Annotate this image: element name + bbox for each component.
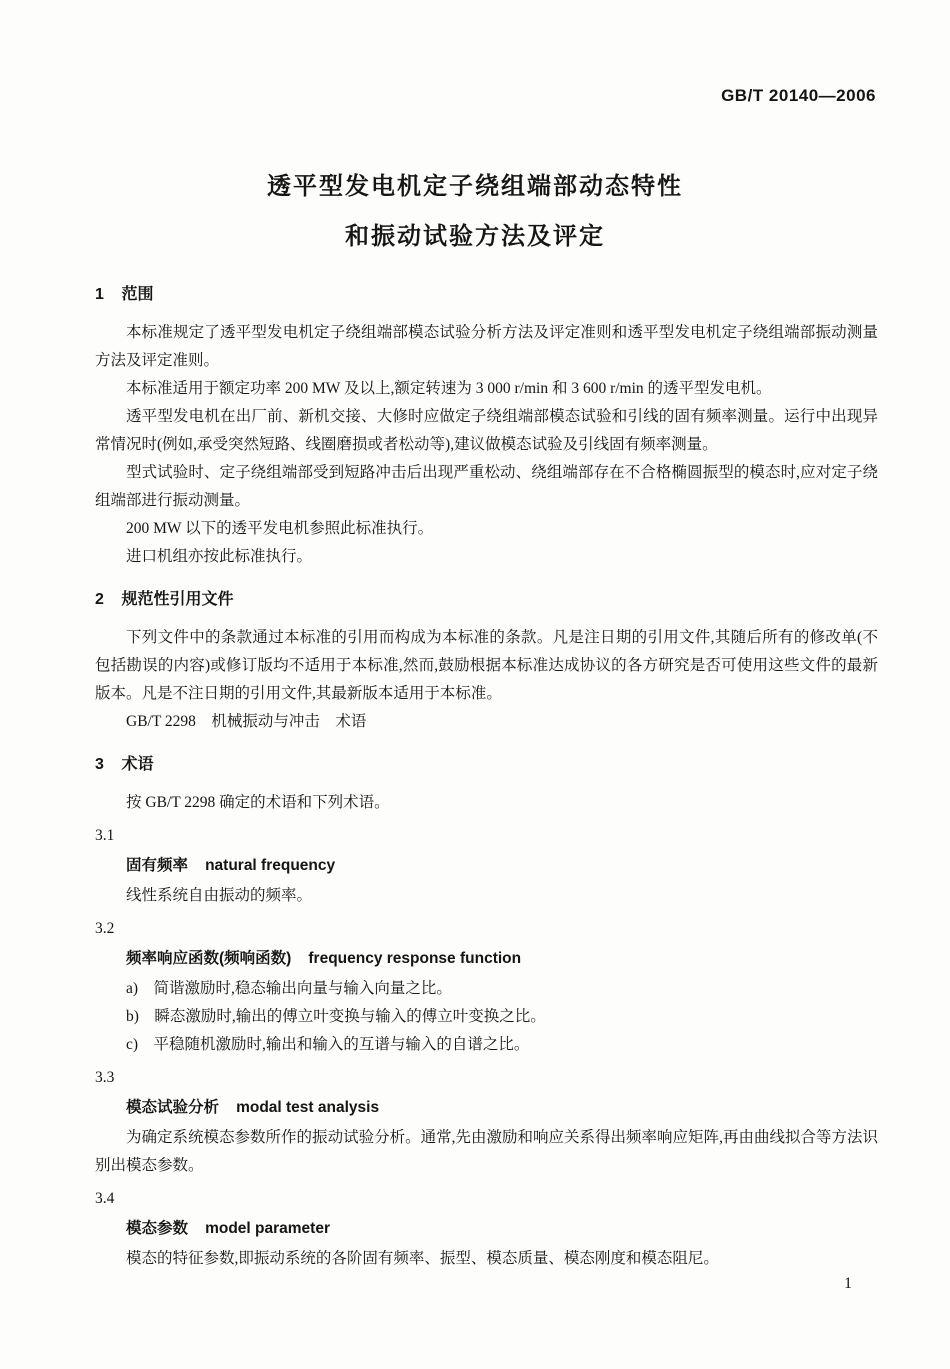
subsection-3-2-term	[95, 945, 878, 973]
section-1-paragraph: 本标准规定了透平型发电机定子绕组端部模态试验分析方法及评定准则和透平型发电机定子绕组端部振动测量方法及评定准则。	[95, 324, 878, 369]
section-1-number: 1	[95, 286, 104, 303]
section-1-heading	[95, 284, 878, 306]
subsection-3-2-number: 3.2	[95, 920, 115, 937]
section-1-title: 范围	[121, 286, 154, 303]
list-item-b: b) 瞬态激励时,输出的傅立叶变换与输入的傅立叶变换之比。	[126, 1008, 546, 1025]
term-zh: 模态试验分析	[126, 1099, 220, 1116]
page-number: 1	[844, 1275, 852, 1292]
term-en: frequency response function	[308, 950, 522, 967]
subsection-3-4-body: 模态的特征参数,即振动系统的各阶固有频率、振型、模态质量、模态刚度和模态阻尼。	[126, 1250, 719, 1267]
term-zh: 频率响应函数(频响函数)	[126, 950, 292, 967]
document-title-line1: 透平型发电机定子绕组端部动态特性	[267, 173, 683, 200]
section-1-paragraph: 200 MW 以下的透平发电机参照此标准执行。	[126, 520, 434, 537]
section-2-heading	[95, 589, 878, 611]
subsection-3-1-term	[95, 852, 878, 880]
term-en: modal test analysis	[236, 1099, 380, 1116]
section-1-paragraph: 透平型发电机在出厂前、新机交接、大修时应做定子绕组端部模态试验和引线的固有频率测量。运行中出现异常情况时(例如,承受突然短路、线圈磨损或者松动等),建议做模态试验及引线固有频率测量。	[95, 408, 878, 453]
subsection-3-3-body: 为确定系统模态参数所作的振动试验分析。通常,先由激励和响应关系得出频率响应矩阵,再由曲线拟合等方法识别出模态参数。	[95, 1129, 878, 1174]
subsection-3-1-number: 3.1	[95, 827, 115, 844]
subsection-3-3-number: 3.3	[95, 1069, 115, 1086]
subsection-3-4-number: 3.4	[95, 1190, 115, 1207]
document-title	[0, 162, 950, 262]
section-3-number: 3	[95, 756, 104, 773]
term-en: natural frequency	[205, 857, 336, 874]
term-en: model parameter	[205, 1220, 330, 1237]
list-item-c: c) 平稳随机激励时,输出和输入的互谱与输入的自谱之比。	[126, 1036, 530, 1053]
section-3-heading	[95, 754, 878, 776]
section-2-title: 规范性引用文件	[121, 591, 234, 608]
subsection-3-1-body: 线性系统自由振动的频率。	[126, 887, 313, 904]
section-1-paragraph: 本标准适用于额定功率 200 MW 及以上,额定转速为 3 000 r/min 和 3 600 r/min 的透平型发电机。	[126, 380, 772, 397]
subsection-3-4-term	[95, 1215, 878, 1243]
list-item-a: a) 简谐激励时,稳态输出向量与输入向量之比。	[126, 980, 452, 997]
standard-number: GB/T 20140—2006	[721, 86, 876, 105]
normative-reference: GB/T 2298 机械振动与冲击 术语	[126, 713, 367, 730]
section-3-intro: 按 GB/T 2298 确定的术语和下列术语。	[126, 794, 390, 811]
term-zh: 模态参数	[126, 1220, 189, 1237]
section-2-number: 2	[95, 591, 104, 608]
term-zh: 固有频率	[126, 857, 189, 874]
section-1-paragraph: 型式试验时、定子绕组端部受到短路冲击后出现严重松动、绕组端部存在不合格椭圆振型的模态时,应对定子绕组端部进行振动测量。	[95, 464, 878, 509]
section-3-title: 术语	[121, 756, 154, 773]
subsection-3-3-term	[95, 1094, 878, 1122]
document-title-line2: 和振动试验方法及评定	[345, 223, 605, 250]
section-2-paragraph: 下列文件中的条款通过本标准的引用而构成为本标准的条款。凡是注日期的引用文件,其随后所有的修改单(不包括勘误的内容)或修订版均不适用于本标准,然而,鼓励根据本标准达成协议的各方研究是否可使用这些文件的最新版本。凡是不注日期的引用文件,其最新版本适用于本标准。	[95, 629, 878, 702]
document-body	[95, 284, 878, 1273]
section-1-paragraph: 进口机组亦按此标准执行。	[126, 548, 313, 565]
